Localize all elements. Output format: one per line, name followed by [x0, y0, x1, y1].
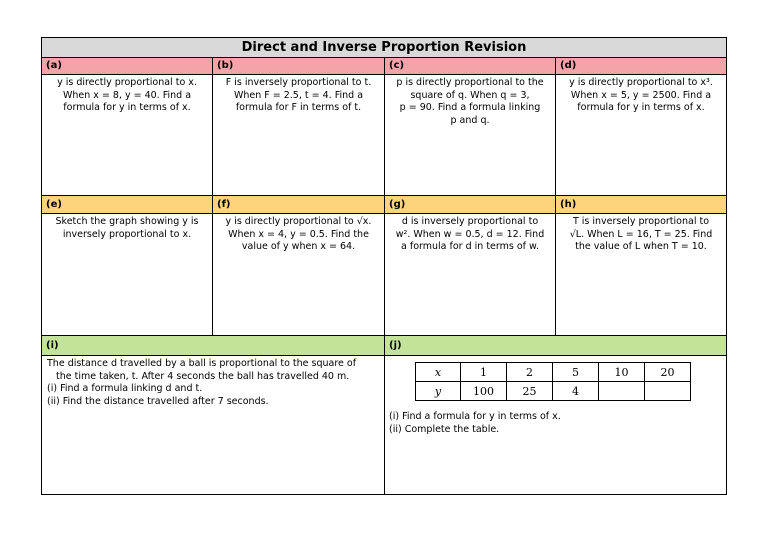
- question-i-line: the time taken, t. After 4 seconds the ball has travelled 40 m.: [56, 370, 350, 382]
- question-c-line: p = 90. Find a formula linking: [399, 102, 541, 113]
- label-b: (b): [213, 58, 385, 75]
- question-g: [385, 214, 556, 336]
- question-j-line: (i) Find a formula for y in terms of x.: [389, 411, 561, 422]
- question-h-line: √L. When L = 16, T = 25. Find: [569, 228, 713, 240]
- question-g-line: a formula for d in terms of w.: [401, 241, 539, 252]
- table-cell: 5: [553, 363, 599, 382]
- question-d-line: When x = 5, y = 2500. Find a: [570, 89, 712, 101]
- question-f-line: y is directly proportional to √x.: [225, 216, 372, 227]
- question-h-line: T is inversely proportional to: [572, 216, 710, 227]
- question-b-line: formula for F in terms of t.: [235, 102, 362, 113]
- question-a-line: y is directly proportional to x.: [57, 77, 197, 88]
- table-cell: 25: [507, 382, 553, 401]
- question-e-line: Sketch the graph showing y is: [55, 216, 199, 227]
- sheet-title: Direct and Inverse Proportion Revision: [42, 38, 726, 58]
- question-c-line: p and q.: [450, 114, 490, 126]
- table-row-y: [416, 382, 691, 401]
- values-table: [415, 362, 691, 401]
- table-cell: 20: [645, 363, 691, 382]
- question-a-line: When x = 8, y = 40. Find a: [62, 89, 192, 101]
- question-g-line: d is inversely proportional to: [401, 216, 539, 227]
- label-h: (h): [556, 196, 726, 214]
- question-g-line: w². When w = 0.5, d = 12. Find: [395, 228, 545, 240]
- label-e: (e): [42, 196, 213, 214]
- question-c-line: p is directly proportional to the: [396, 77, 544, 88]
- question-c-line: square of q. When q = 3,: [410, 89, 530, 101]
- question-b: [213, 75, 385, 196]
- question-f: [213, 214, 385, 336]
- question-e: [42, 214, 213, 336]
- question-d-line: y is directly proportional to x³.: [569, 77, 713, 88]
- table-cell-blank: [599, 382, 645, 401]
- question-b-line: When F = 2.5, t = 4. Find a: [233, 89, 364, 101]
- question-f-line: When x = 4, y = 0.5. Find the: [228, 228, 369, 240]
- question-i-line: (i) Find a formula linking d and t.: [47, 383, 203, 394]
- table-cell-x-label: x: [416, 363, 461, 382]
- question-d: [556, 75, 726, 196]
- revision-sheet: [41, 37, 727, 495]
- table-row-x: [416, 363, 691, 382]
- table-cell: 2: [507, 363, 553, 382]
- label-f: (f): [213, 196, 385, 214]
- question-c: [385, 75, 556, 196]
- question-i-line: The distance d travelled by a ball is proportional to the square of: [47, 358, 357, 369]
- label-i: (i): [42, 336, 385, 356]
- table-cell: 100: [461, 382, 507, 401]
- question-j: [385, 356, 726, 494]
- question-d-line: formula for y in terms of x.: [577, 102, 705, 113]
- label-d: (d): [556, 58, 726, 75]
- label-j: (j): [385, 336, 726, 356]
- question-a: [42, 75, 213, 196]
- label-a: (a): [42, 58, 213, 75]
- table-cell: 4: [553, 382, 599, 401]
- label-c: (c): [385, 58, 556, 75]
- question-i-line: (ii) Find the distance travelled after 7 seconds.: [47, 395, 269, 407]
- question-h: [556, 214, 726, 336]
- table-cell-blank: [645, 382, 691, 401]
- question-f-line: value of y when x = 64.: [241, 241, 356, 252]
- table-cell: 10: [599, 363, 645, 382]
- table-cell-y-label: y: [416, 382, 461, 401]
- question-i: [42, 356, 385, 494]
- question-e-line: inversely proportional to x.: [62, 228, 192, 240]
- question-h-line: the value of L when T = 10.: [575, 241, 707, 252]
- question-j-line: (ii) Complete the table.: [389, 424, 500, 435]
- question-j-text: [389, 410, 561, 436]
- question-b-line: F is inversely proportional to t.: [225, 77, 372, 88]
- table-cell: 1: [461, 363, 507, 382]
- label-g: (g): [385, 196, 556, 214]
- question-a-line: formula for y in terms of x.: [63, 102, 191, 113]
